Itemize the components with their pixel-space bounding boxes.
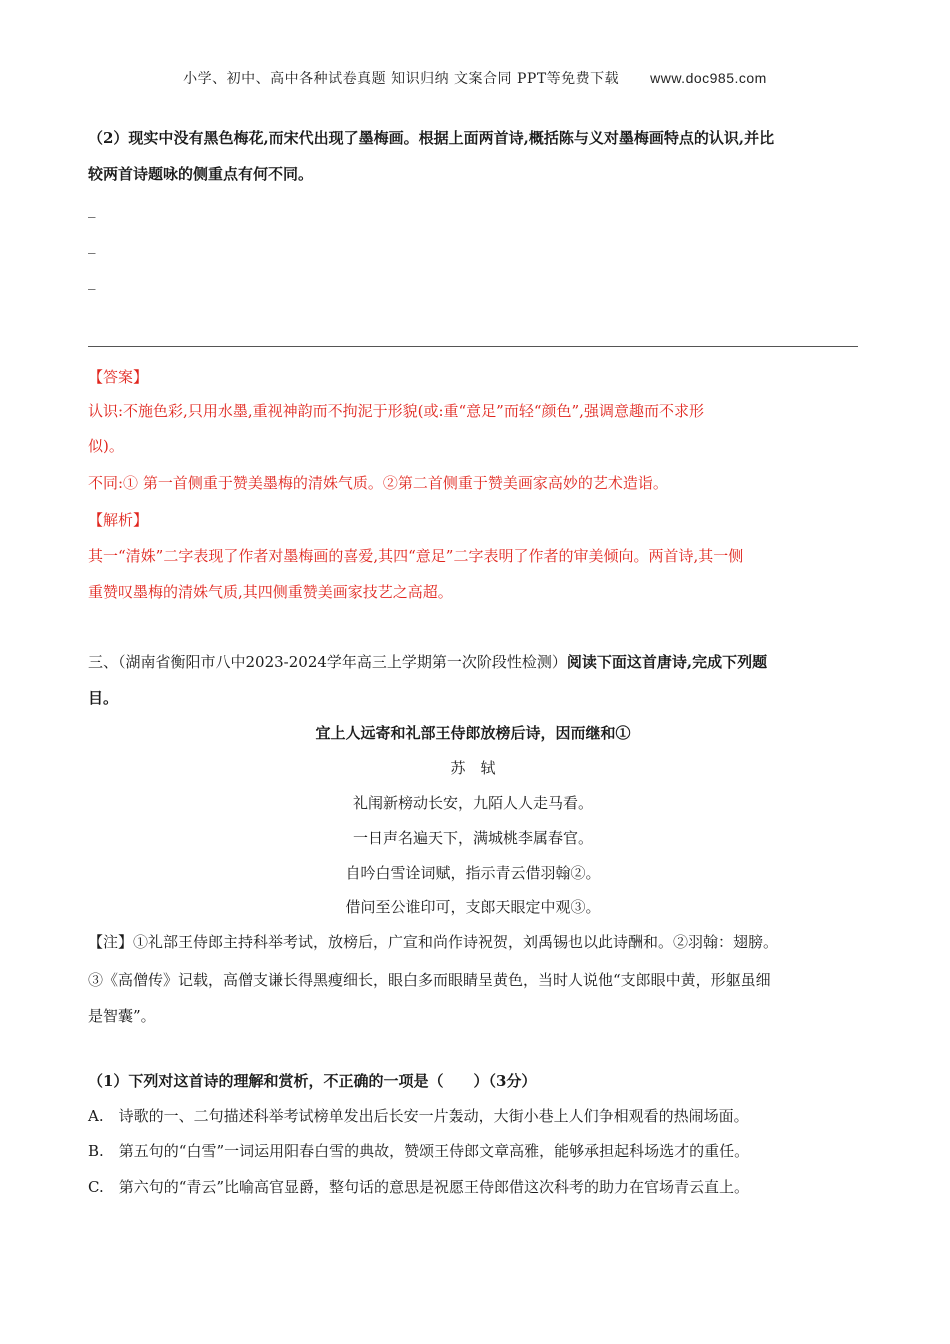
poem-line-2: 一日声名遍天下，满城桃李属春官。 — [352, 829, 593, 847]
option-b: B. 第五句的“白雪”一词运用阳春白雪的典故，赞颂王侍郎文章高雅，能够承担起科场选才的重任。 — [88, 1142, 750, 1160]
section-3-heading — [88, 644, 858, 681]
notes-line-3: 是智囊”。 — [88, 1007, 156, 1025]
answer-blank-2: _ — [88, 236, 96, 254]
notes-line-2: ③《高僧传》记载，高僧支谦长得黑瘦细长，眼白多而眼睛呈黄色，当时人说他“支郎眼中黄，形躯虽细 — [88, 971, 771, 989]
answer-blank-1: _ — [88, 200, 96, 218]
section-3-instruction: 阅读下面这首唐诗,完成下列题 — [566, 653, 768, 671]
question-2-line-1: （2）现实中没有黑色梅花,而宋代出现了墨梅画。根据上面两首诗,概括陈与义对墨梅画特点的认识,并比 — [88, 129, 775, 147]
question-1-stem: （1）下列对这首诗的理解和赏析，不正确的一项是（ ）（3分） — [88, 1072, 537, 1090]
poem-line-4: 借问至公谁印可，支郎天眼定中观③。 — [345, 898, 601, 916]
poem-line-1: 礼闱新榜动长安，九陌人人走马看。 — [352, 794, 593, 812]
answer-label: 【答案】 — [88, 368, 149, 386]
question-2-line-2: 较两首诗题咏的侧重点有何不同。 — [88, 165, 314, 183]
analysis-line-2: 重赞叹墨梅的清姝气质,其四侧重赞美画家技艺之高超。 — [88, 583, 453, 601]
notes-line-1: 【注】①礼部王侍郎主持科举考试，放榜后，广宣和尚作诗祝贺，刘禹锡也以此诗酬和。②羽翰：翅膀。 — [88, 933, 779, 951]
header-site: www.doc985.com — [650, 70, 767, 86]
analysis-line-1: 其一“清姝”二字表现了作者对墨梅画的喜爱,其四“意足”二字表明了作者的审美倾向。两首诗,其一侧 — [88, 547, 744, 565]
option-a: A. 诗歌的一、二句描述科举考试榜单发出后长安一片轰动，大街小巷上人们争相观看的热闹场面。 — [88, 1107, 749, 1125]
page-header — [0, 68, 950, 88]
poem-title: 宜上人远寄和礼部王侍郎放榜后诗，因而继和① — [315, 724, 631, 742]
analysis-label: 【解析】 — [88, 511, 149, 529]
answer-blank-3: _ — [88, 272, 96, 290]
section-3-instruction-end: 目。 — [88, 689, 119, 707]
header-text: 小学、初中、高中各种试卷真题 知识归纳 文案合同 PPT等免费下载 — [183, 71, 620, 87]
poem-author: 苏 轼 — [450, 759, 496, 777]
answer-line-1: 认识:不施色彩,只用水墨,重视神韵而不拘泥于形貌(或:重“意足”而轻“颜色”,强调意趣而不求形 — [88, 402, 704, 420]
answer-line-2: 似)。 — [88, 437, 124, 455]
poem-line-3: 自吟白雪诠词赋，指示青云借羽翰②。 — [345, 864, 601, 882]
option-c: C. 第六句的“青云”比喻高官显爵，整句话的意思是祝愿王侍郎借这次科考的助力在官场青云直上。 — [88, 1178, 750, 1196]
section-3-source: 三、（湖南省衡阳市八中2023-2024学年高三上学期第一次阶段性检测） — [88, 653, 567, 671]
section-divider — [88, 346, 858, 347]
answer-line-3: 不同:① 第一首侧重于赞美墨梅的清姝气质。②第二首侧重于赞美画家高妙的艺术造诣。 — [88, 474, 668, 492]
